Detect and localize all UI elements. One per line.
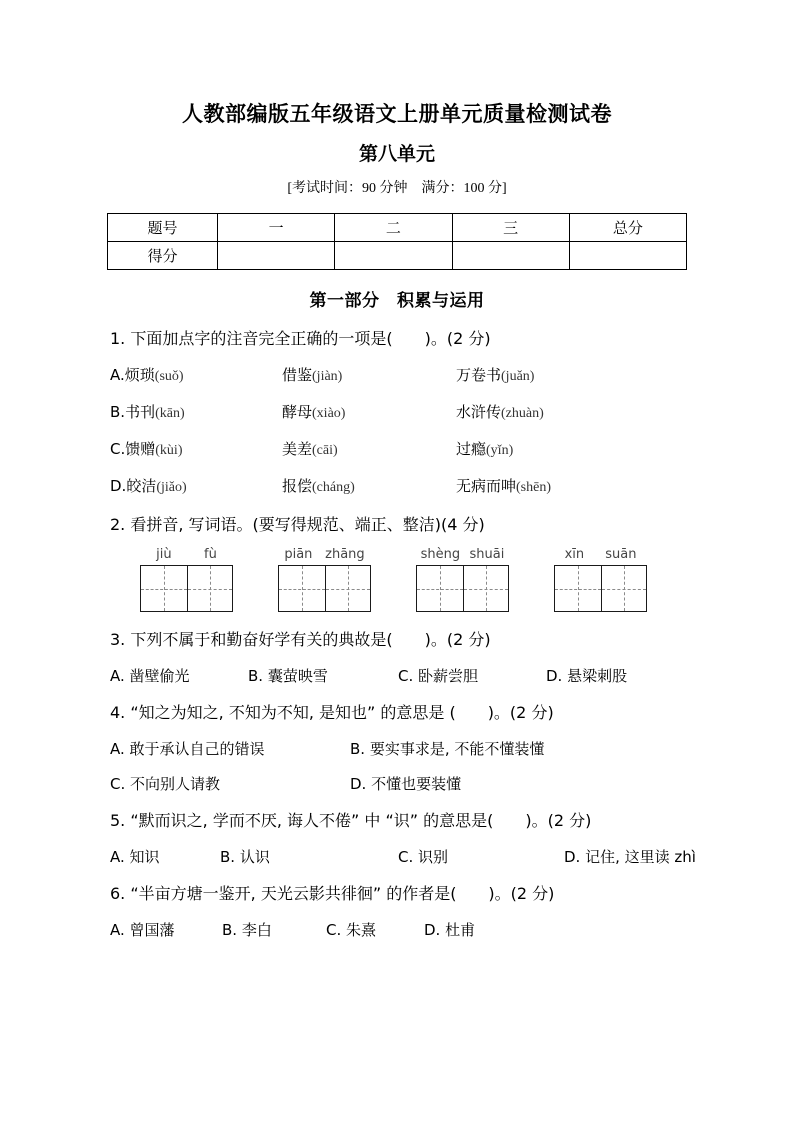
question-1-option-a[interactable] — [110, 366, 754, 386]
tianzige-cell[interactable] — [279, 566, 325, 611]
writing-grid-pinyin-3 — [416, 547, 509, 562]
question-5-stem: 5. “默而识之, 学而不厌, 诲人不倦” 中 “识” 的意思是( )。(2 分) — [110, 811, 592, 831]
question-2 — [0, 514, 794, 613]
part-one-heading: 第一部分 积累与运用 — [309, 290, 485, 311]
pinyin-syllable: piān — [284, 547, 313, 563]
tianzige-box[interactable] — [140, 565, 233, 612]
option-pinyin: (zhuàn) — [501, 406, 544, 422]
option-pinyin: (suǒ) — [154, 369, 184, 385]
option-label: A. — [110, 366, 125, 385]
score-table-col-1: 二 — [335, 213, 452, 241]
score-answer-cell-0[interactable] — [218, 241, 335, 269]
question-5-option-d[interactable]: D. 记住, 这里读 zhì — [564, 847, 696, 866]
option-pinyin: (yǐn) — [486, 442, 514, 458]
question-6 — [0, 883, 794, 939]
question-5-options — [110, 848, 754, 866]
pinyin-syllable: xīn — [564, 547, 585, 563]
option-word: 报偿 — [282, 476, 313, 495]
question-4-options-row-2 — [110, 775, 754, 793]
writing-grid-group-2 — [278, 547, 371, 612]
question-4-options-row-1 — [110, 740, 754, 758]
option-pinyin: (jiǎo) — [156, 479, 187, 495]
option-pinyin: (xiào) — [312, 406, 346, 422]
option-word: 皎洁 — [126, 476, 157, 495]
question-3-option-b[interactable]: B. 囊萤映雪 — [248, 666, 328, 685]
score-table — [107, 213, 687, 270]
tianzige-cell[interactable] — [555, 566, 601, 611]
tianzige-box[interactable] — [416, 565, 509, 612]
question-1-options — [110, 366, 754, 496]
question-6-stem: 6. “半亩方塘一鉴开, 天光云影共徘徊” 的作者是( )。(2 分) — [110, 883, 555, 903]
question-4-option-d[interactable]: D. 不懂也要装懂 — [350, 775, 462, 794]
question-6-option-a[interactable]: A. 曾国藩 — [110, 920, 175, 939]
question-2-stem: 2. 看拼音, 写词语。(要写得规范、端正、整洁)(4 分) — [110, 514, 485, 534]
score-answer-cell-1[interactable] — [335, 241, 452, 269]
question-4 — [0, 702, 794, 794]
question-6-option-b[interactable]: B. 李白 — [222, 920, 272, 939]
question-3-option-c[interactable]: C. 卧薪尝胆 — [398, 666, 479, 685]
question-1-option-c[interactable] — [110, 440, 754, 460]
score-table-row-label-1: 得分 — [108, 241, 218, 269]
question-3-stem: 3. 下列不属于和勤奋好学有关的典故是( )。(2 分) — [110, 630, 491, 650]
score-table-row-label-0: 题号 — [108, 213, 218, 241]
question-6-option-c[interactable]: C. 朱熹 — [326, 920, 377, 939]
option-pinyin: (juǎn) — [501, 369, 535, 385]
writing-grid-group-4 — [554, 547, 647, 612]
question-4-options — [110, 740, 754, 793]
question-3-options — [110, 667, 754, 685]
question-6-options — [110, 921, 754, 939]
option-pinyin: (jiàn) — [312, 369, 343, 385]
writing-grid-pinyin-2 — [278, 547, 371, 562]
question-5 — [0, 810, 794, 866]
option-pinyin: (cāi) — [312, 442, 338, 458]
score-table-col-0: 一 — [218, 213, 335, 241]
option-pinyin: (shēn) — [516, 479, 552, 495]
question-5-option-b[interactable]: B. 认识 — [220, 847, 270, 866]
question-3 — [0, 629, 794, 685]
option-word: 借鉴 — [282, 366, 313, 385]
option-word: 过瘾 — [456, 439, 487, 458]
question-1-option-b[interactable] — [110, 403, 754, 423]
option-pinyin: (kùi) — [155, 442, 183, 458]
question-4-option-a[interactable]: A. 敢于承认自己的错误 — [110, 740, 265, 759]
tianzige-cell[interactable] — [601, 566, 647, 611]
tianzige-box[interactable] — [554, 565, 647, 612]
score-table-wrapper — [107, 213, 687, 270]
pinyin-syllable: zhāng — [325, 547, 365, 563]
tianzige-cell[interactable] — [463, 566, 509, 611]
page-title: 人教部编版五年级语文上册单元质量检测试卷 — [182, 102, 612, 126]
question-5-option-a[interactable]: A. 知识 — [110, 847, 160, 866]
tianzige-cell[interactable] — [141, 566, 187, 611]
unit-subtitle: 第八单元 — [358, 143, 435, 166]
option-word: 美差 — [282, 439, 313, 458]
option-word: 馈赠 — [125, 439, 156, 458]
option-word: 烦琐 — [124, 366, 155, 385]
score-table-col-3: 总分 — [569, 213, 686, 241]
question-4-option-c[interactable]: C. 不向别人请教 — [110, 775, 221, 794]
tianzige-cell[interactable] — [325, 566, 371, 611]
option-word: 水浒传 — [456, 403, 502, 422]
table-row — [108, 241, 687, 269]
pinyin-syllable: jiù — [156, 547, 172, 563]
score-answer-cell-3[interactable] — [569, 241, 686, 269]
question-1 — [0, 328, 794, 497]
tianzige-box[interactable] — [278, 565, 371, 612]
question-6-option-d[interactable]: D. 杜甫 — [424, 920, 476, 939]
pinyin-syllable: shuāi — [469, 547, 505, 563]
option-word: 书刊 — [125, 403, 156, 422]
question-4-option-b[interactable]: B. 要实事求是, 不能不懂装懂 — [350, 740, 545, 759]
option-label: D. — [110, 476, 127, 495]
question-1-option-d[interactable] — [110, 477, 754, 497]
question-1-stem: 1. 下面加点字的注音完全正确的一项是( )。(2 分) — [110, 328, 491, 348]
question-3-option-a[interactable]: A. 凿壁偷光 — [110, 666, 190, 685]
question-4-stem: 4. “知之为知之, 不知为不知, 是知也” 的意思是 ( )。(2 分) — [110, 702, 554, 722]
writing-grid-area — [110, 547, 754, 612]
option-pinyin: (cháng) — [312, 479, 355, 495]
writing-grid-pinyin-1 — [140, 547, 233, 562]
option-label: C. — [110, 439, 126, 458]
writing-grid-pinyin-4 — [554, 547, 647, 562]
question-3-option-d[interactable]: D. 悬梁刺股 — [546, 666, 628, 685]
option-label: B. — [110, 403, 126, 422]
table-row — [108, 213, 687, 241]
writing-grid-group-1 — [140, 547, 233, 612]
score-answer-cell-2[interactable] — [452, 241, 569, 269]
pinyin-syllable: shèng — [420, 547, 461, 563]
pinyin-syllable: fù — [204, 547, 217, 563]
exam-meta: [考试时间：90 分钟 满分：100 分] — [287, 181, 507, 196]
question-5-option-c[interactable]: C. 识别 — [398, 847, 449, 866]
option-word: 酵母 — [282, 403, 313, 422]
option-word: 无病而呻 — [456, 476, 517, 495]
option-word: 万卷书 — [456, 366, 502, 385]
option-pinyin: (kān) — [155, 406, 185, 422]
score-table-col-2: 三 — [452, 213, 569, 241]
writing-grid-group-3 — [416, 547, 509, 612]
tianzige-cell[interactable] — [417, 566, 463, 611]
pinyin-syllable: suān — [605, 547, 637, 563]
tianzige-cell[interactable] — [187, 566, 233, 611]
